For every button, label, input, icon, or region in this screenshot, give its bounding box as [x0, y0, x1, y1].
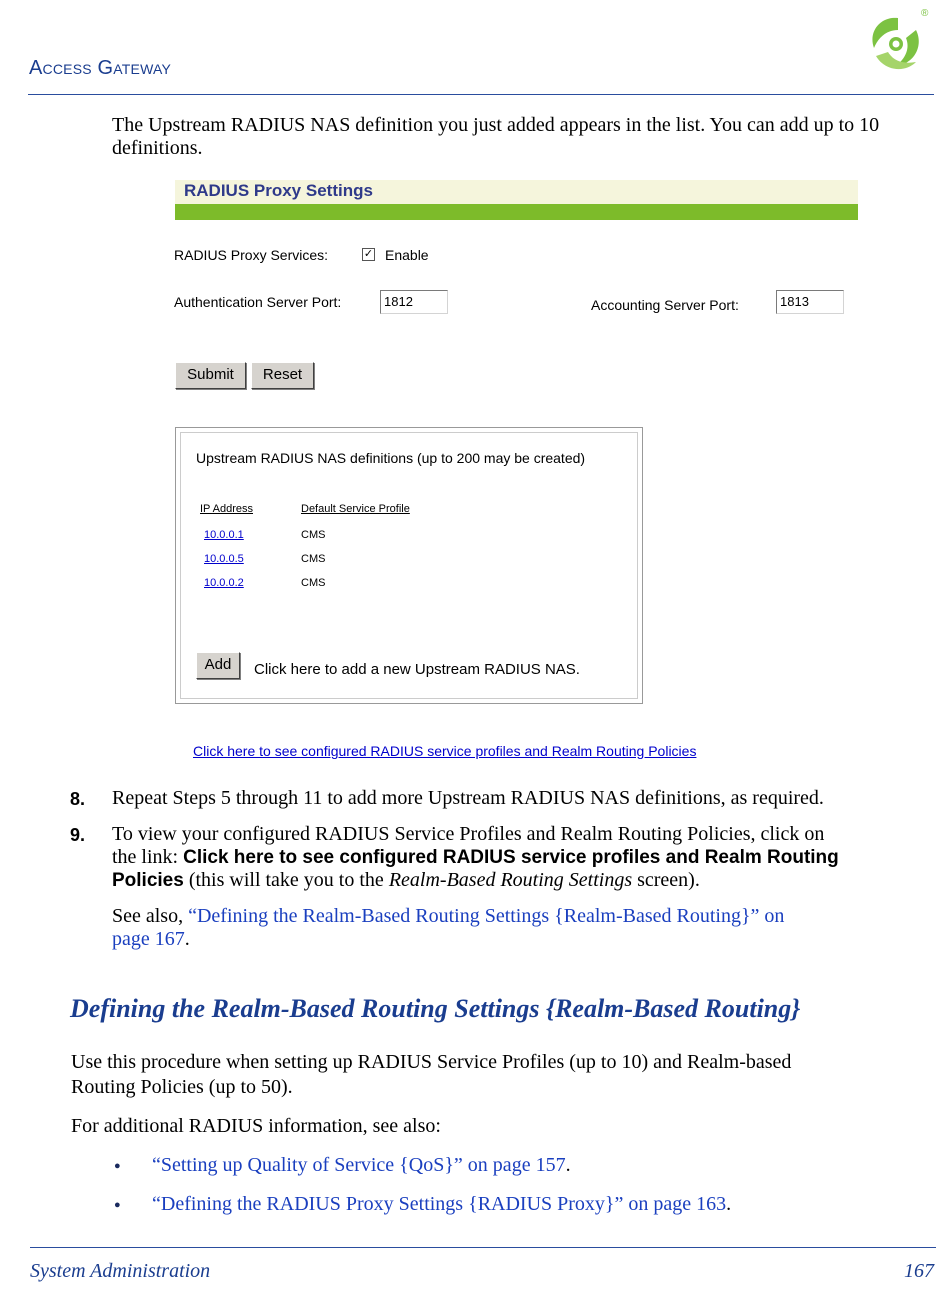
bullet-link[interactable]: “Defining the RADIUS Proxy Settings {RADIUS Proxy}” on page 163	[152, 1193, 727, 1215]
step-number: 8.	[70, 789, 86, 809]
reset-button[interactable]: Reset	[251, 362, 314, 389]
screen-name: Realm-Based Routing Settings	[388, 869, 633, 891]
section-heading: Defining the Realm-Based Routing Settings {Realm-Based Routing}	[70, 994, 801, 1023]
footer-rule	[30, 1247, 936, 1248]
section-para-line-2: Routing Policies (up to 50).	[71, 1076, 293, 1098]
panel-green-bar	[175, 204, 858, 220]
add-button[interactable]: Add	[196, 652, 240, 679]
panel-title: RADIUS Proxy Settings	[184, 181, 373, 200]
intro-paragraph: The Upstream RADIUS NAS definition you just added appears in the list. You can add up to 10 definitions.	[112, 114, 880, 159]
bullet-end: .	[565, 1154, 571, 1176]
bullet-item	[152, 1193, 731, 1216]
step-9-text: screen).	[632, 869, 700, 891]
footer-page-number: 167	[904, 1260, 934, 1282]
header-title: Access Gateway	[29, 57, 172, 79]
section-para-line-1: Use this procedure when setting up RADIUS Service Profiles (up to 10) and Realm-based	[71, 1051, 792, 1073]
col-header-profile: Default Service Profile	[301, 503, 410, 515]
col-header-ip: IP Address	[200, 503, 253, 515]
see-also-prefix: See also,	[112, 905, 189, 927]
proxy-services-label: RADIUS Proxy Services:	[174, 247, 329, 263]
add-hint: Click here to add a new Upstream RADIUS NAS.	[254, 661, 580, 678]
footer-section-name: System Administration	[30, 1260, 211, 1282]
bullet-icon: ●	[114, 1199, 121, 1211]
nas-profile: CMS	[301, 553, 326, 565]
see-also-link[interactable]: “Defining the Realm-Based Routing Settings {Realm-Based Routing}” on	[188, 905, 785, 927]
bullet-link[interactable]: “Setting up Quality of Service {QoS}” on page 157	[152, 1154, 566, 1176]
header-rule	[28, 94, 934, 95]
registered-mark: ®	[921, 8, 929, 19]
step-9-text: (this will take you to the	[183, 869, 389, 891]
see-also-line-1	[112, 905, 784, 928]
nas-profile: CMS	[301, 577, 326, 589]
step-9-link-text: Policies	[112, 870, 184, 891]
auth-port-input[interactable]: 1812	[380, 290, 448, 314]
bullet-icon: ●	[114, 1160, 121, 1172]
service-profiles-link[interactable]: Click here to see configured RADIUS service profiles and Realm Routing Policies	[193, 743, 697, 759]
step-number: 9.	[70, 825, 86, 845]
section-para-2: For additional RADIUS information, see also:	[71, 1115, 441, 1137]
enable-label: Enable	[385, 247, 429, 263]
nas-profile: CMS	[301, 529, 326, 541]
swirl-logo-icon	[858, 8, 934, 76]
nas-ip-link[interactable]: 10.0.0.2	[204, 577, 244, 589]
nas-ip-link[interactable]: 10.0.0.1	[204, 529, 244, 541]
see-also-line-2	[112, 928, 190, 951]
bullet-item	[152, 1154, 571, 1177]
submit-button[interactable]: Submit	[175, 362, 246, 389]
step-9-line-3	[112, 869, 700, 892]
step-9-line-2	[112, 846, 839, 869]
step-9-link-text: Click here to see configured RADIUS service profiles and Realm Routing	[183, 847, 839, 868]
step-9-line-1: To view your configured RADIUS Service Profiles and Realm Routing Policies, click on	[112, 823, 825, 845]
nas-list-inner	[180, 432, 638, 699]
bullet-end: .	[726, 1193, 732, 1215]
nas-heading: Upstream RADIUS NAS definitions (up to 200 may be created)	[196, 450, 586, 466]
step-8-text: Repeat Steps 5 through 11 to add more Upstream RADIUS NAS definitions, as required.	[112, 787, 824, 809]
enable-checkbox[interactable]: ✓	[363, 248, 374, 260]
step-9-text: the link:	[112, 846, 184, 868]
see-also-end: .	[184, 928, 190, 950]
auth-port-label: Authentication Server Port:	[174, 294, 342, 310]
acct-port-label: Accounting Server Port:	[591, 297, 739, 313]
see-also-link-page[interactable]: page 167	[112, 928, 185, 950]
nas-ip-link[interactable]: 10.0.0.5	[204, 553, 244, 565]
acct-port-input[interactable]: 1813	[776, 290, 844, 314]
